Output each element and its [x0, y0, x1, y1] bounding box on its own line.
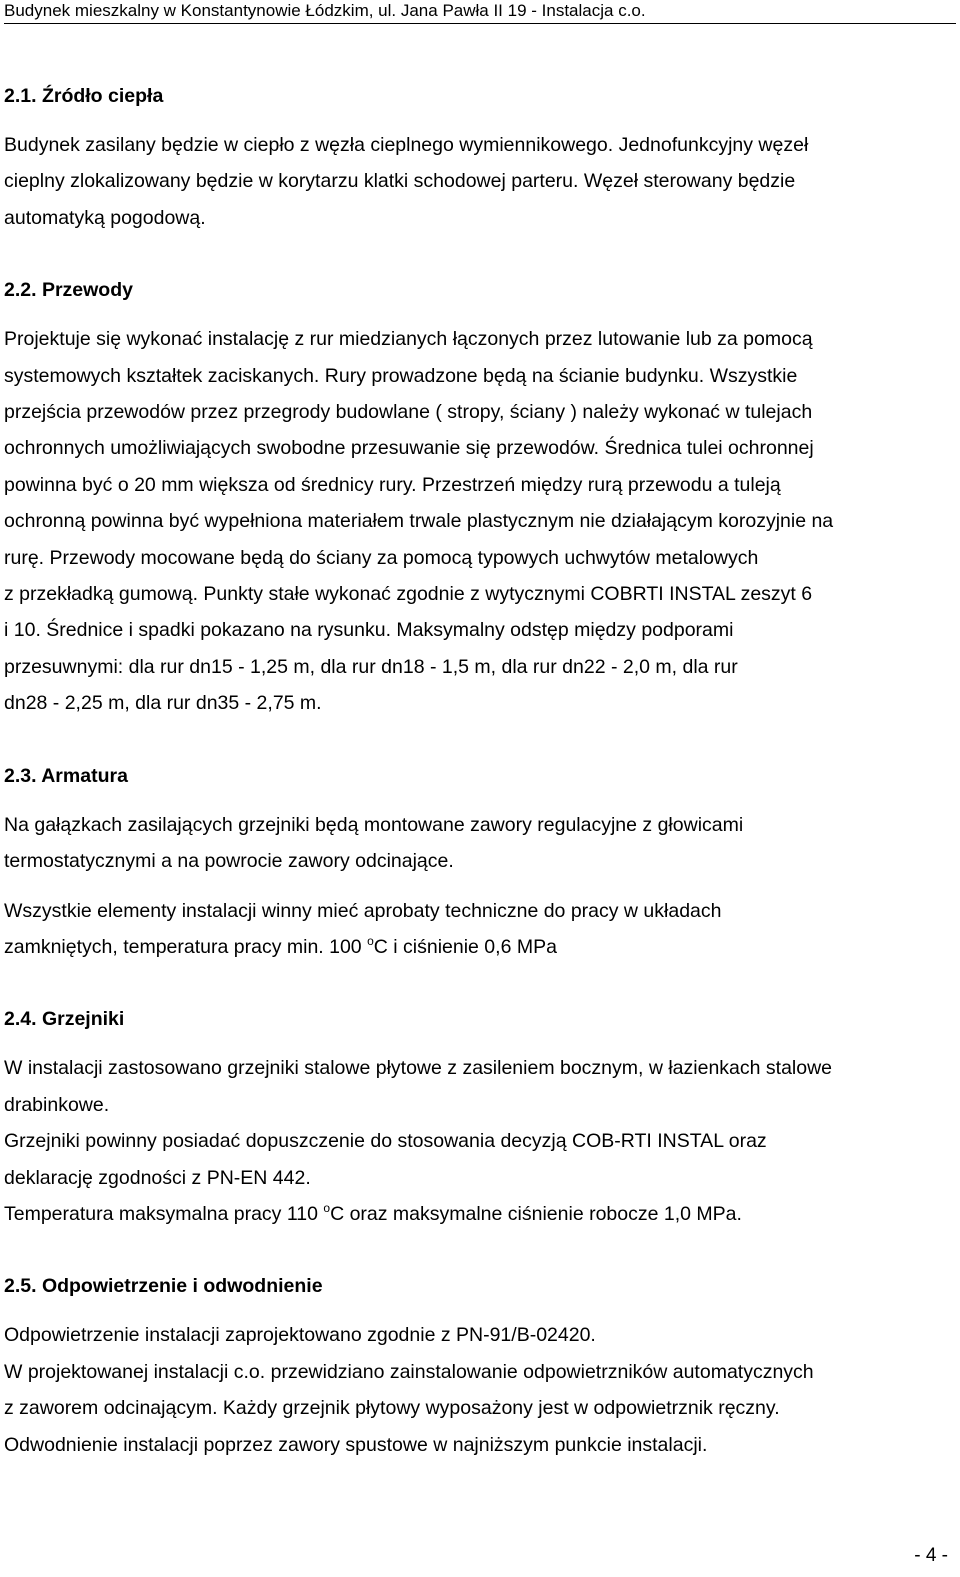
section-heading: 2.1. Źródło ciepła — [4, 85, 164, 107]
paragraph — [4, 1317, 956, 1463]
text-line: z przekładką gumową. Punkty stałe wykonać zgodnie z wytycznymi COBRTI INSTAL zeszyt 6 — [4, 583, 813, 606]
text-line: ochronną powinna być wypełniona materiałem trwale plastycznym nie działającym korozyjnie na — [4, 510, 834, 533]
text-line: cieplny zlokalizowany będzie w korytarzu klatki schodowej parteru. Węzeł sterowany będzie — [4, 170, 796, 193]
text-line: z zaworem odcinającym. Każdy grzejnik płytowy wyposażony jest w odpowietrznik ręczny. — [4, 1397, 780, 1420]
degree-symbol: o — [367, 933, 374, 948]
text-line: Budynek zasilany będzie w ciepło z węzła cieplnego wymiennikowego. Jednofunkcyjny węzeł — [4, 134, 809, 156]
text-line: Na gałązkach zasilających grzejniki będą montowane zawory regulacyjne z głowicami — [4, 813, 744, 836]
page-header: Budynek mieszkalny w Konstantynowie Łódzkim, ul. Jana Pawła II 19 - Instalacja c.o. — [4, 0, 956, 24]
text-line: drabinkowe. — [4, 1093, 110, 1116]
text-line: przesuwnymi: dla rur dn15 - 1,25 m, dla rur dn18 - 1,5 m, dla rur dn22 - 2,0 m, dla rur — [4, 655, 738, 678]
text-line: i 10. Średnice i spadki pokazano na rysunku. Maksymalny odstęp między podporami — [4, 619, 734, 642]
text-line: zamkniętych, temperatura pracy min. 100 $^o$C i ciśnienie 0,6 MPa — [4, 933, 557, 958]
text-line: Odwodnienie instalacji poprzez zawory spustowe w najniższym punkcie instalacji. — [4, 1433, 708, 1456]
text-line: Odpowietrzenie instalacji zaprojektowano zgodnie z PN-91/B-02420. — [4, 1324, 596, 1347]
text-line: deklarację zgodności z PN-EN 442. — [4, 1166, 311, 1189]
paragraph — [4, 127, 956, 236]
paragraph — [4, 1050, 956, 1232]
section-heading: 2.3. Armatura — [4, 764, 128, 787]
text-line: Temperatura maksymalna pracy 110 $^o$C oraz maksymalne ciśnienie robocze 1,0 MPa. — [4, 1200, 742, 1225]
text-line: W instalacji zastosowano grzejniki stalowe płytowe z zasileniem bocznym, w łazienkach stalowe — [4, 1057, 833, 1080]
text-line: powinna być o 20 mm większa od średnicy rury. Przestrzeń między rurą przewodu a tuleją — [4, 473, 781, 496]
paragraph — [4, 321, 956, 721]
text-line: systemowych kształtek zaciskanych. Rury prowadzone będą na ścianie budynku. Wszystkie — [4, 364, 798, 387]
paragraph — [4, 893, 956, 966]
page-number: - 4 - — [914, 1545, 948, 1566]
text-line: rurę. Przewody mocowane będą do ściany za pomocą typowych uchwytów metalowych — [4, 546, 759, 569]
text-line: Grzejniki powinny posiadać dopuszczenie do stosowania decyzją COB-RTI INSTAL oraz — [4, 1130, 767, 1153]
document-body — [4, 78, 956, 1463]
paragraph — [4, 807, 956, 880]
section-heading: 2.4. Grzejniki — [4, 1008, 125, 1031]
section-heading: 2.5. Odpowietrzenie i odwodnienie — [4, 1275, 323, 1298]
section-heading: 2.2. Przewody — [4, 279, 133, 302]
text-line: Projektuje się wykonać instalację z rur miedzianych łączonych przez lutowanie lub za pomocą — [4, 328, 813, 351]
text-line: przejścia przewodów przez przegrody budowlane ( stropy, ściany ) należy wykonać w tulejach — [4, 401, 813, 424]
text-line: automatyką pogodową. — [4, 206, 206, 229]
text-line: W projektowanej instalacji c.o. przewidziano zainstalowanie odpowietrzników automatycznych — [4, 1360, 814, 1383]
degree-symbol: o — [323, 1200, 331, 1215]
text-line: dn28 - 2,25 m, dla rur dn35 - 2,75 m. — [4, 692, 322, 715]
text-line: Wszystkie elementy instalacji winny mieć aprobaty techniczne do pracy w układach — [4, 899, 722, 922]
text-line: termostatycznymi a na powrocie zawory odcinające. — [4, 850, 454, 873]
text-line: ochronnych umożliwiających swobodne przesuwanie się przewodów. Średnica tulei ochronnej — [4, 437, 814, 460]
